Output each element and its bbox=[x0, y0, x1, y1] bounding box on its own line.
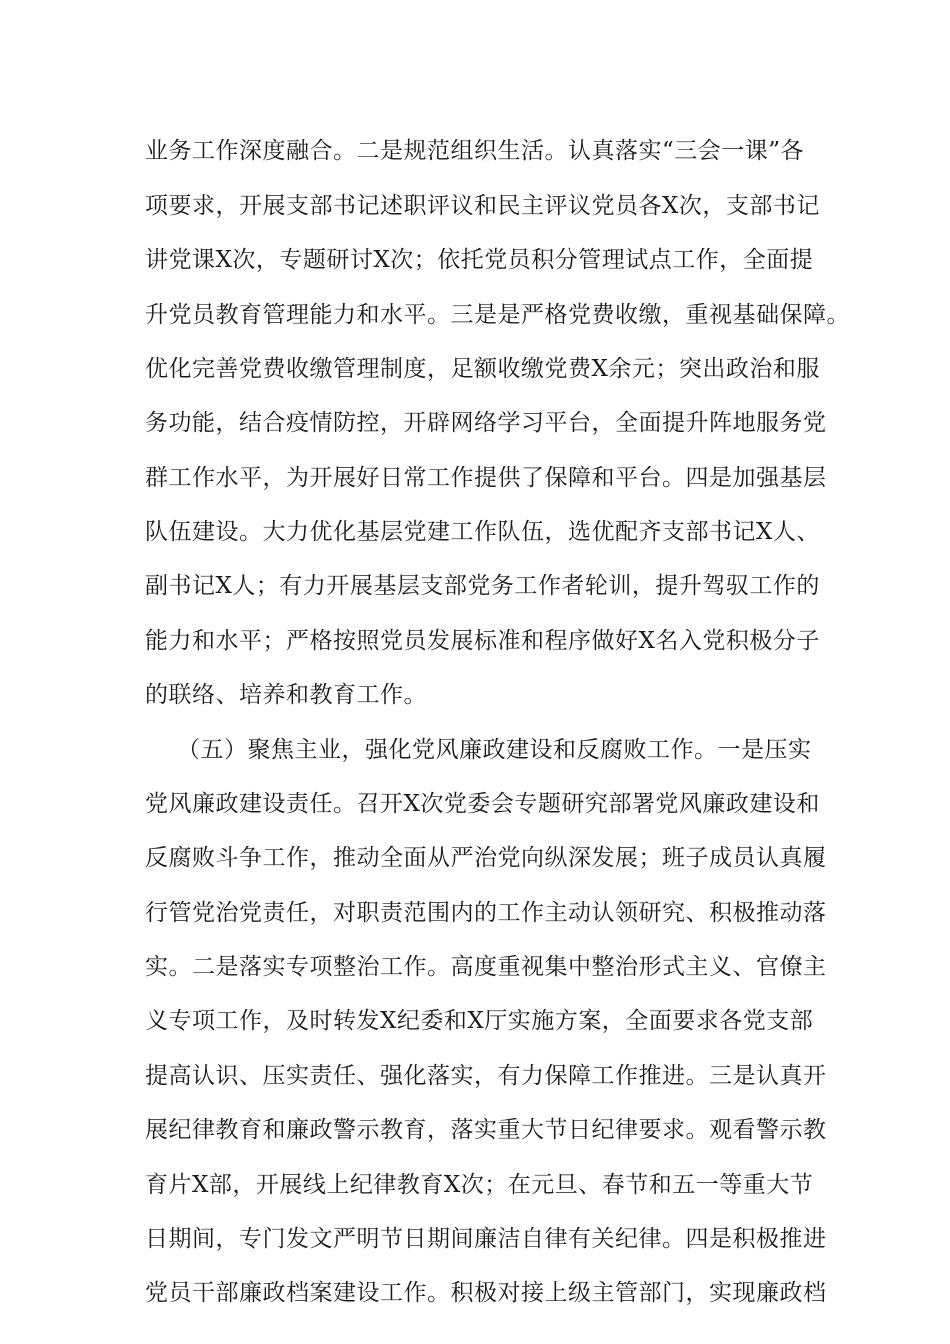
text-line: 展纪律教育和廉政警示教育，落实重大节日纪律要求。观看警示教 bbox=[145, 1117, 827, 1143]
text-line: 义专项工作，及时转发X纪委和X厅实施方案，全面要求各党支部 bbox=[145, 1008, 814, 1034]
paragraph-heading-line: （五）聚焦主业，强化党风廉政建设和反腐败工作。一是压实 bbox=[177, 737, 812, 763]
text-line: 副书记X人；有力开展基层支部党务工作者轮训，提升驾驭工作的 bbox=[145, 573, 820, 599]
text-line: 党员干部廉政档案建设工作。积极对接上级主管部门，实现廉政档 bbox=[145, 1280, 827, 1306]
text-line: 反腐败斗争工作，推动全面从严治党向纵深发展；班子成员认真履 bbox=[145, 845, 827, 871]
text-line: 讲党课X次，专题研讨X次；依托党员积分管理试点工作，全面提 bbox=[145, 247, 814, 273]
text-line: 务功能，结合疫情防控，开辟网络学习平台，全面提升阵地服务党 bbox=[145, 410, 827, 436]
text-line: 群工作水平，为开展好日常工作提供了保障和平台。四是加强基层 bbox=[145, 465, 827, 491]
text-line: 日期间，专门发文严明节日期间廉洁自律有关纪律。四是积极推进 bbox=[145, 1226, 827, 1252]
text-line: 的联络、培养和教育工作。 bbox=[145, 682, 427, 708]
text-line: 实。二是落实专项整治工作。高度重视集中整治形式主义、官僚主 bbox=[145, 954, 827, 980]
text-line: 优化完善党费收缴管理制度，足额收缴党费X余元；突出政治和服 bbox=[145, 356, 820, 382]
text-line: 育片X部，开展线上纪律教育X次；在元旦、春节和五一等重大节 bbox=[145, 1172, 814, 1198]
text-line: 党风廉政建设责任。召开X次党委会专题研究部署党风廉政建设和 bbox=[145, 791, 820, 817]
text-line: 提高认识、压实责任、强化落实，有力保障工作推进。三是认真开 bbox=[145, 1063, 827, 1089]
text-line: 项要求，开展支部书记述职评议和民主评议党员各X次，支部书记 bbox=[145, 193, 820, 219]
text-line: 业务工作深度融合。二是规范组织生活。认真落实“三会一课”各 bbox=[145, 138, 805, 164]
text-line: 队伍建设。大力优化基层党建工作队伍，选优配齐支部书记X人、 bbox=[145, 519, 820, 545]
text-line: 行管党治党责任，对职责范围内的工作主动认领研究、积极推动落 bbox=[145, 900, 827, 926]
text-line: 升党员教育管理能力和水平。三是是严格党费收缴，重视基础保障。 bbox=[145, 302, 850, 328]
text-line: 能力和水平；严格按照党员发展标准和程序做好X名入党积极分子 bbox=[145, 628, 820, 654]
